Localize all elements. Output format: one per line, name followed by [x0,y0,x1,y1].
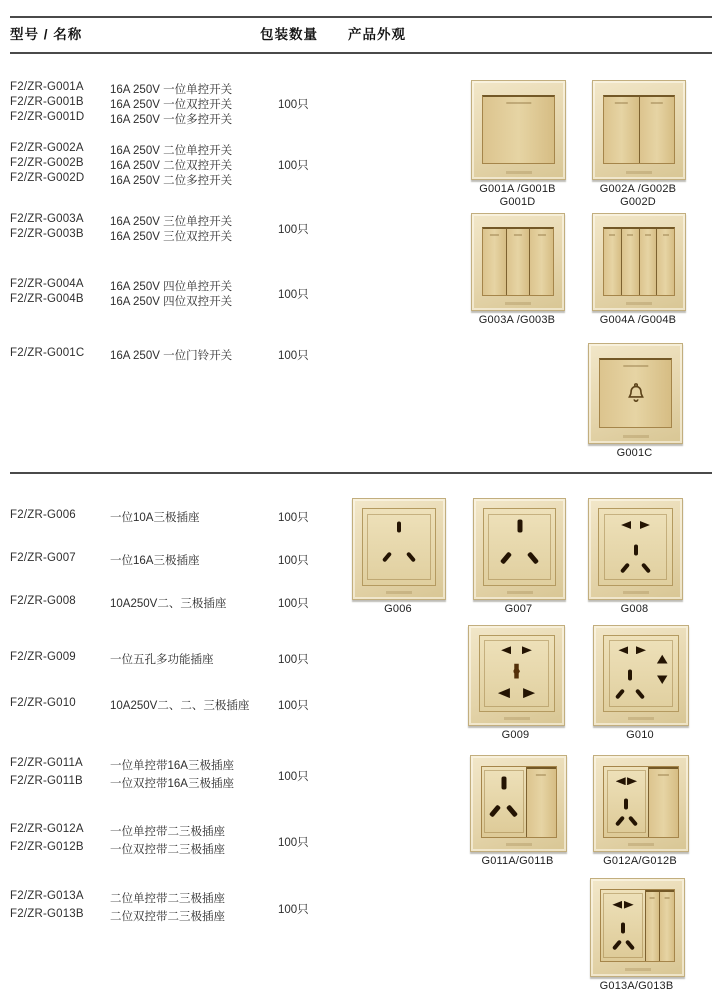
figure-caption [574,980,699,993]
figure-caption [577,729,703,742]
product-image-g006 [352,498,446,600]
description-cell: 16A 250V 二位多控开关 [110,175,233,187]
rocker-segment [483,229,506,294]
qty-cell: 100只 [278,700,309,712]
brand-mark [506,843,532,846]
header-bottom-rule [10,52,712,54]
brand-mark [506,171,532,174]
brand-mark [625,968,651,971]
brand-mark [505,302,531,305]
rocker-segment [649,769,677,837]
product-image-g008 [588,498,683,600]
rocker-segment [639,229,657,294]
model-cell: F2/ZR-G002D [10,172,85,184]
model-cell: F2/ZR-G012A [10,823,84,835]
description-cell: 10A250V二、三极插座 [110,598,227,610]
qty-cell: 100只 [278,160,309,172]
description-cell: 16A 250V 四位单控开关 [110,281,233,293]
qty-cell: 100只 [278,770,309,783]
product-image-g002 [592,80,686,180]
qty-cell: 100只 [278,288,309,301]
figure-caption [336,603,460,616]
rocker-segment [621,229,639,294]
description-cell: 10A250V二、二、三极插座 [110,700,250,712]
description-cell: 16A 250V 二位单控开关 [110,145,233,157]
description-cell: 16A 250V 一位双控开关 [110,99,233,111]
rocker-segment [656,229,674,294]
rocker-segment [506,229,530,294]
socket-panel [603,635,678,712]
socket-hole [634,545,638,556]
description-cell: 一位双控带二三极插座 [110,844,225,856]
description-cell: 一位16A三极插座 [110,555,200,567]
combo-switch-area [649,767,677,837]
model-cell: F2/ZR-G008 [10,595,76,607]
product-image-g011 [470,755,567,852]
model-cell: F2/ZR-G002B [10,157,84,169]
model-cell: F2/ZR-G013B [10,908,84,920]
figure-caption [576,183,700,208]
socket-hole [397,522,401,533]
rocker-segment [659,892,673,962]
figure-caption [576,314,700,327]
combo-socket-panel [604,767,649,837]
product-image-g001 [471,80,566,180]
model-cell: F2/ZR-G001C [10,347,85,359]
brand-mark [507,591,533,594]
figure-caption-line: G001A /G001B [479,183,556,195]
model-cell: F2/ZR-G011B [10,775,83,787]
figure-caption-line: G013A/G013B [599,980,674,992]
product-image-g004 [592,213,686,311]
model-cell: F2/ZR-G011A [10,757,83,769]
figure-caption-line: G002D [620,195,656,208]
figure-caption [455,314,579,327]
doorbell-icon [622,380,650,413]
description-cell: 一位五孔多功能插座 [110,654,214,666]
brand-mark [628,843,654,846]
rocker-area [603,227,675,295]
product-image-g009 [468,625,565,726]
socket-panel [362,508,436,586]
rocker-segment [646,892,659,962]
socket-hole [621,923,625,934]
rocker-segment [529,229,553,294]
model-cell: F2/ZR-G010 [10,697,76,709]
model-cell: F2/ZR-G002A [10,142,84,154]
combo-socket-panel [601,890,645,962]
product-image-g012 [593,755,689,852]
rocker-area [603,95,675,165]
qty-cell: 100只 [278,836,309,849]
header-top-rule [10,16,712,18]
description-cell: 二位单控带二三极插座 [110,893,225,905]
column-header-model-name: 型号 / 名称 [10,27,83,42]
rocker-segment [604,229,621,294]
figure-caption-line: G003A /G003B [478,314,556,326]
figure-caption-line: G002A /G002B [599,183,677,195]
model-cell: F2/ZR-G001A [10,81,84,93]
combo-area [600,889,674,963]
figure-caption-line: G004A /G004B [599,314,677,326]
figure-caption [455,183,580,208]
model-cell: F2/ZR-G004B [10,293,84,305]
figure-caption-line: G011A/G011B [481,855,554,867]
socket-hole [624,799,628,810]
figure-caption-line: G001D [499,195,536,208]
model-cell: F2/ZR-G001D [10,111,85,123]
figure-caption [452,729,579,742]
description-cell: 16A 250V 三位单控开关 [110,216,233,228]
combo-switch-area [527,767,556,837]
rocker-area [482,95,555,165]
model-cell: F2/ZR-G013A [10,890,84,902]
model-cell: F2/ZR-G003A [10,213,84,225]
figure-caption-line: G012A/G012B [603,855,677,867]
description-cell: 一位单控带16A三极插座 [110,760,234,772]
qty-cell: 100只 [278,654,309,666]
figure-caption [572,447,697,460]
product-image-g013 [590,878,685,977]
description-cell: 16A 250V 三位双控开关 [110,231,233,243]
description-cell: 一位单控带二三极插座 [110,826,225,838]
figure-caption [572,603,697,616]
rocker-segment [483,97,554,164]
socket-hole [501,776,506,789]
brand-mark [623,435,649,438]
figure-caption [454,855,581,868]
rocker-segment [639,97,674,164]
figure-caption [577,855,703,868]
combo-area [481,766,557,838]
figure-caption-line: G010 [626,729,654,741]
product-image-g010 [593,625,689,726]
brand-mark [626,302,652,305]
description-cell: 16A 250V 一位多控开关 [110,114,233,126]
combo-switch-area [646,890,674,962]
rocker-segment [604,97,638,164]
brand-mark [386,591,412,594]
qty-cell: 100只 [278,512,309,524]
description-cell: 二位双控带二三极插座 [110,911,225,923]
brand-mark [626,171,652,174]
qty-cell: 100只 [278,223,309,236]
product-image-g001c [588,343,683,444]
socket-panel [479,635,555,712]
qty-cell: 100只 [278,350,309,362]
brand-mark [623,591,649,594]
socket-panel [483,508,556,586]
model-cell: F2/ZR-G004A [10,278,84,290]
rocker-area [482,227,554,295]
model-cell: F2/ZR-G007 [10,552,76,564]
figure-caption-line: G009 [501,729,530,741]
figure-caption-line: G008 [620,603,649,615]
combo-area [603,766,678,838]
column-header-product-appearance: 产品外观 [348,27,406,42]
qty-cell: 100只 [278,903,309,916]
description-cell: 16A 250V 一位单控开关 [110,84,233,96]
description-cell: 16A 250V 一位门铃开关 [110,350,233,362]
socket-panel [598,508,672,586]
qty-cell: 100只 [278,555,309,567]
section-divider-rule [10,472,712,474]
model-cell: F2/ZR-G006 [10,509,76,521]
brand-mark [628,717,654,720]
model-cell: F2/ZR-G009 [10,651,76,663]
figure-caption [457,603,580,616]
rocker-segment [527,769,556,837]
qty-cell: 100只 [278,598,309,610]
brand-mark [504,717,530,720]
rocker-area [599,358,672,428]
column-header-packaging-qty: 包装数量 [260,27,318,42]
description-cell: 16A 250V 四位双控开关 [110,296,233,308]
socket-hole [628,670,632,681]
product-image-g003 [471,213,565,311]
model-cell: F2/ZR-G012B [10,841,84,853]
model-cell: F2/ZR-G003B [10,228,84,240]
socket-hole [517,520,522,533]
description-cell: 一位10A三极插座 [110,512,200,524]
combo-socket-panel [482,767,527,837]
figure-caption-line: G001C [616,447,653,459]
description-cell: 16A 250V 二位双控开关 [110,160,233,172]
qty-cell: 100只 [278,99,309,111]
product-image-g007 [473,498,566,600]
description-cell: 一位双控带16A三极插座 [110,778,234,790]
model-cell: F2/ZR-G001B [10,96,84,108]
figure-caption-line: G007 [504,603,533,615]
figure-caption-line: G006 [384,603,412,615]
